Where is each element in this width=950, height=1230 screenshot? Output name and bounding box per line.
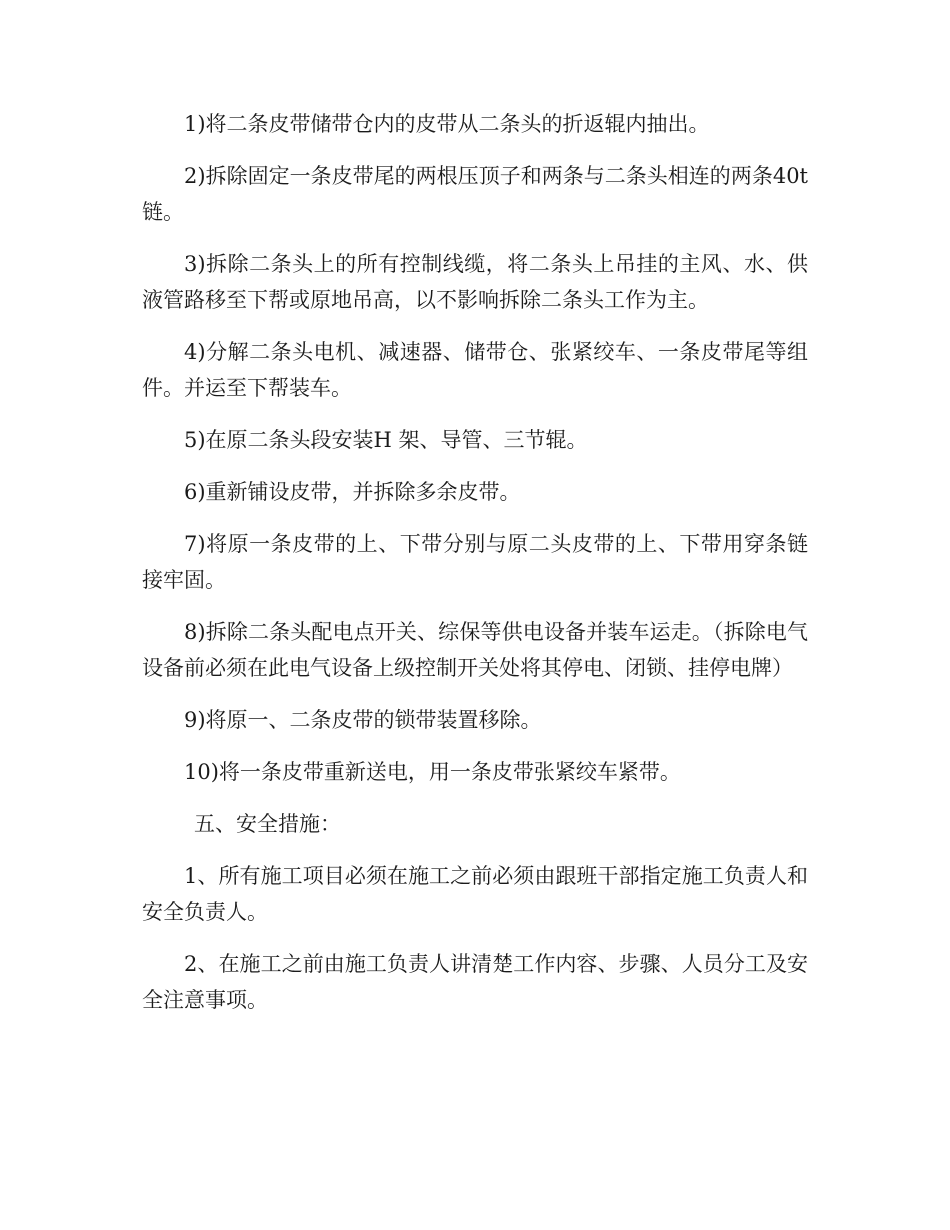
step-10-paragraph: 10)将一条皮带重新送电，用一条皮带张紧绞车紧带。 <box>184 760 681 784</box>
document-body <box>142 106 808 1018</box>
step-8-paragraph: 8)拆除二条头配电点开关、综保等供电设备并装车运走。（拆除电气设备前必须在此电气设备上级控制开关处将其停电、闭锁、挂停电牌） <box>142 620 808 680</box>
step-5-paragraph: 5)在原二条头段安装H 架、导管、三节辊。 <box>184 428 588 452</box>
step-3-paragraph: 3)拆除二条头上的所有控制线缆，将二条头上吊挂的主风、水、供液管路移至下帮或原地吊高，以不影响拆除二条头工作为主。 <box>142 252 808 312</box>
section-heading-safety: 五、安全措施： <box>194 812 341 836</box>
safety-item-1-paragraph: 1、所有施工项目必须在施工之前必须由跟班干部指定施工负责人和安全负责人。 <box>142 864 808 924</box>
step-6-paragraph: 6)重新铺设皮带，并拆除多余皮带。 <box>184 480 521 504</box>
step-9-paragraph: 9)将原一、二条皮带的锁带装置移除。 <box>184 708 542 732</box>
safety-item-2-paragraph: 2、在施工之前由施工负责人讲清楚工作内容、步骤、人员分工及安全注意事项。 <box>142 952 808 1012</box>
step-7-paragraph: 7)将原一条皮带的上、下带分别与原二头皮带的上、下带用穿条链接牢固。 <box>142 532 808 592</box>
step-4-paragraph: 4)分解二条头电机、减速器、储带仓、张紧绞车、一条皮带尾等组件。并运至下帮装车。 <box>142 340 808 400</box>
step-2-paragraph: 2)拆除固定一条皮带尾的两根压顶子和两条与二条头相连的两条40t 链。 <box>142 164 808 224</box>
step-1-paragraph: 1)将二条皮带储带仓内的皮带从二条头的折返辊内抽出。 <box>184 112 710 136</box>
